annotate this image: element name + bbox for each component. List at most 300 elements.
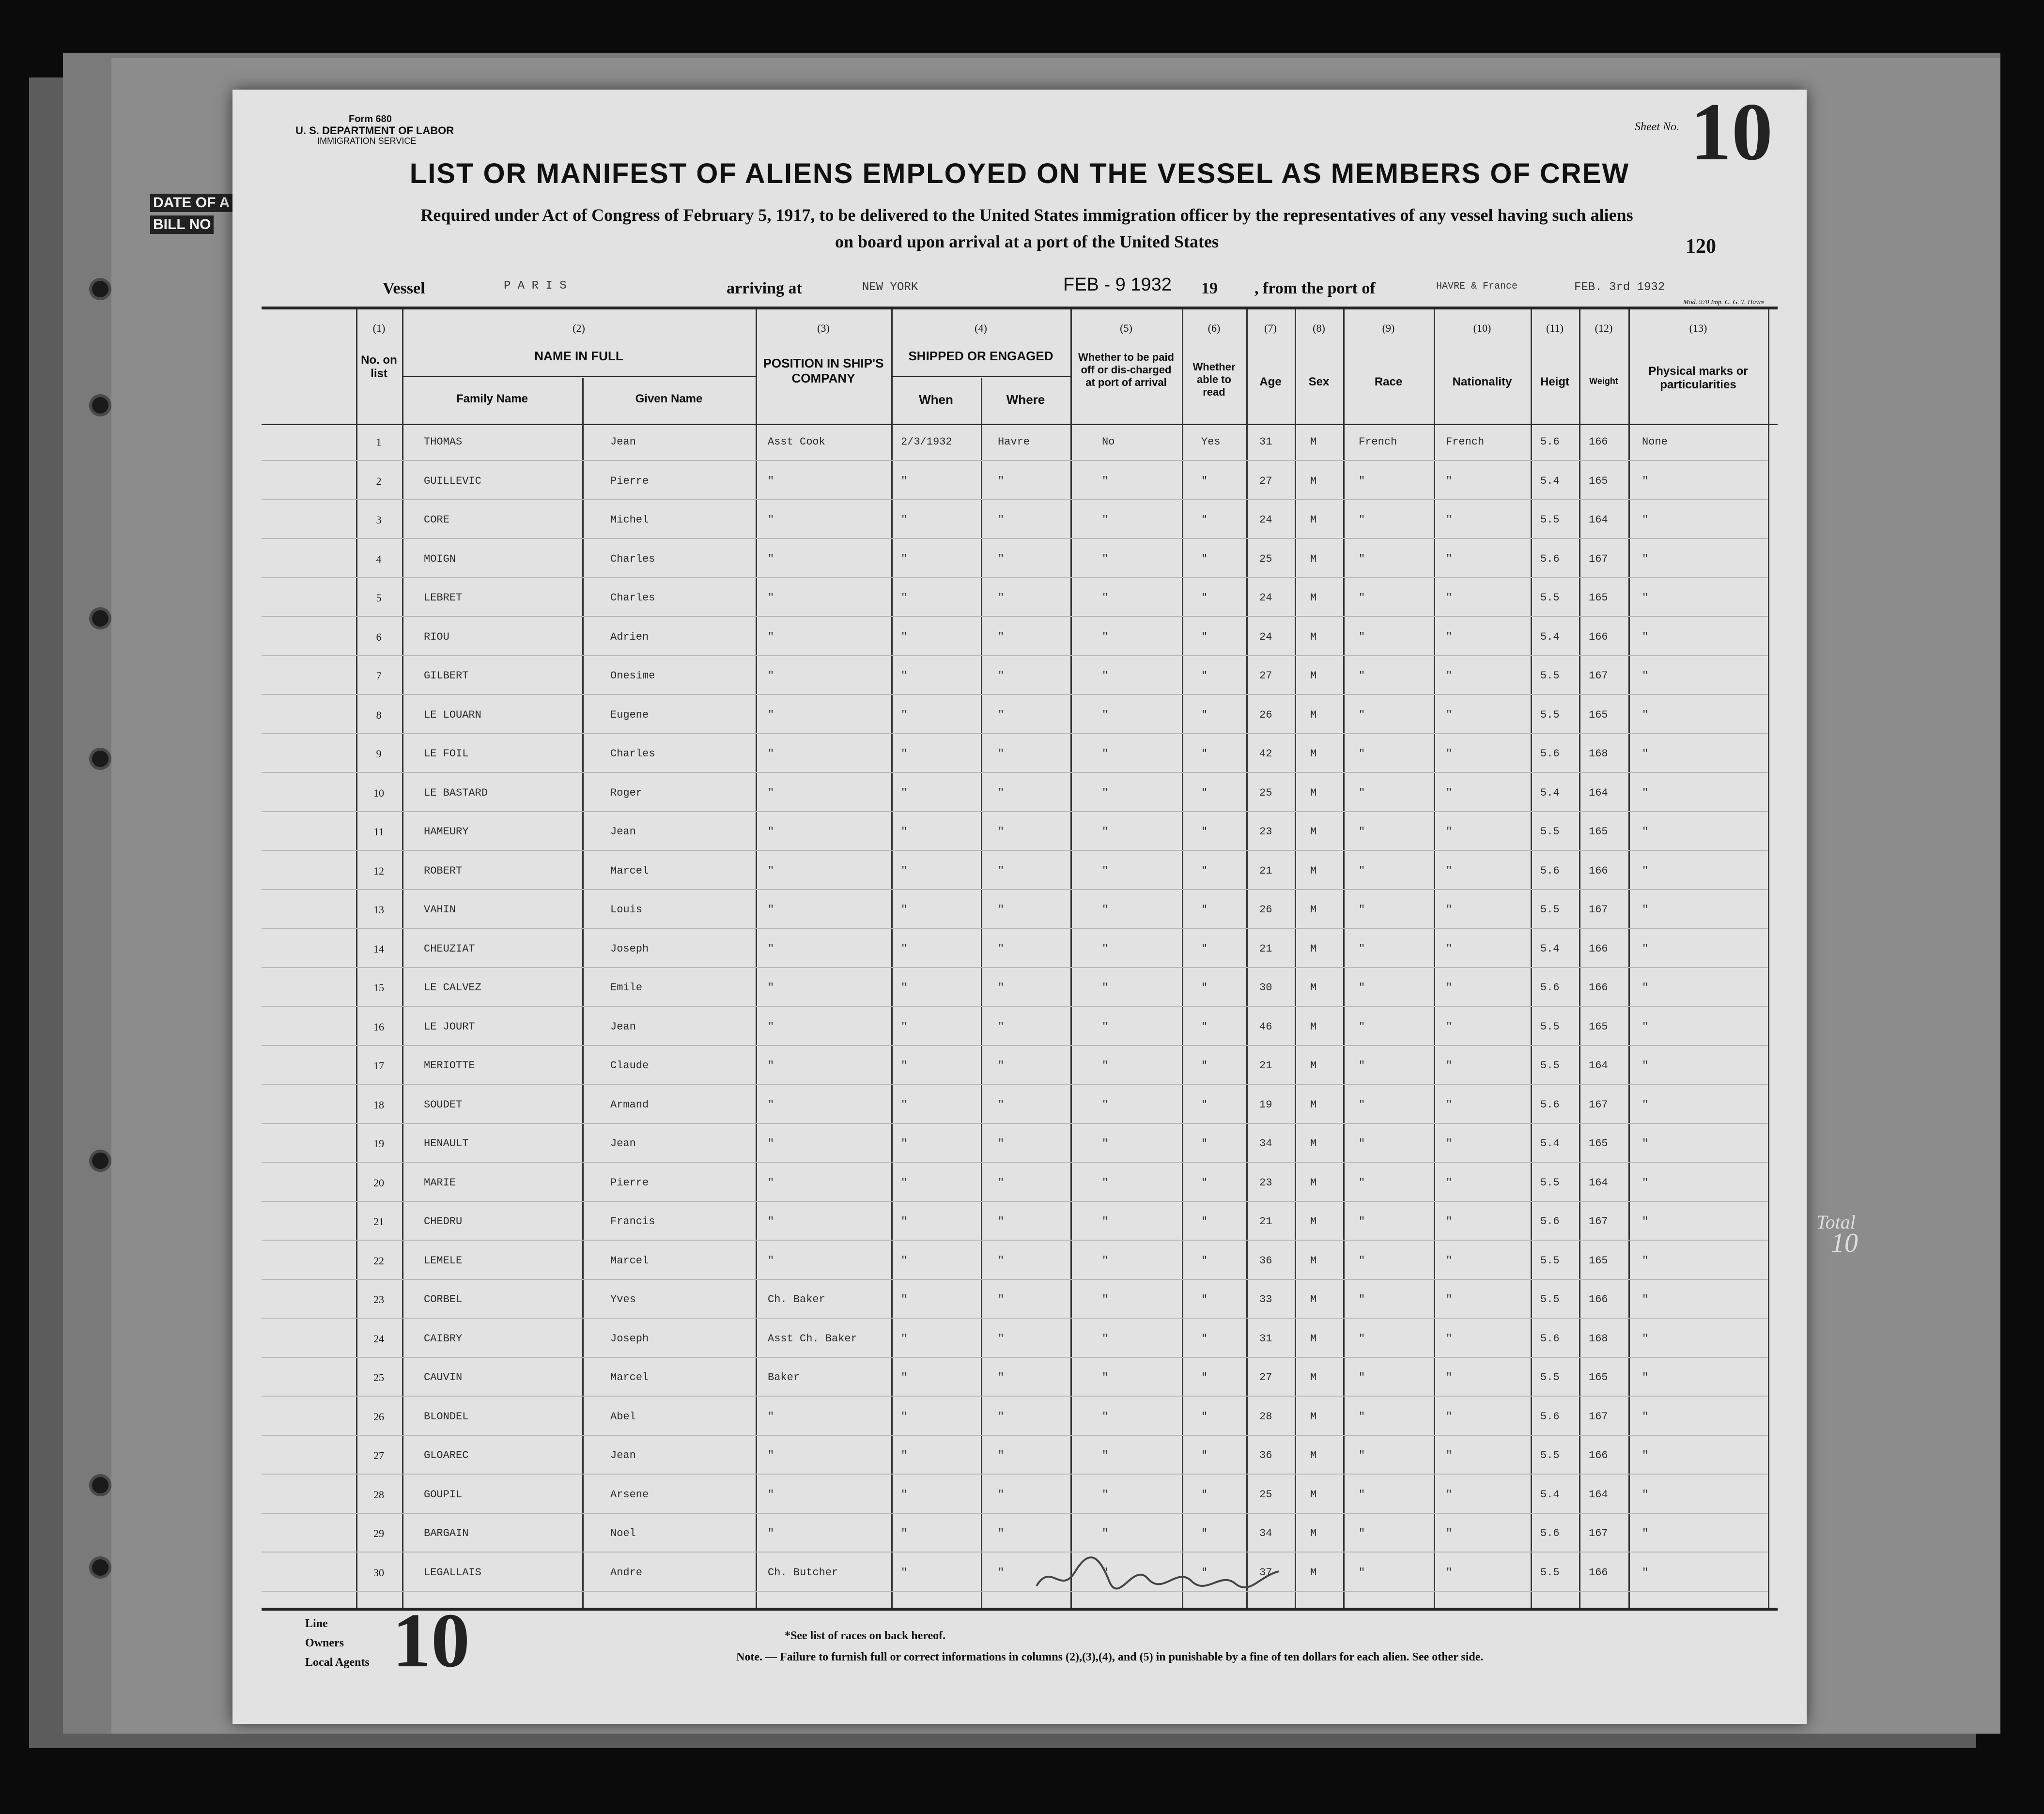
shipped-where-cell: " (998, 1060, 1005, 1072)
age-cell: 21 (1259, 1060, 1272, 1072)
shipped-when-cell: " (901, 1410, 908, 1423)
race-cell: " (1359, 1488, 1365, 1501)
row-number: 24 (373, 1332, 384, 1345)
paid-off-cell: " (1102, 514, 1109, 526)
weight-cell: 164 (1589, 786, 1608, 799)
given-name-cell: Charles (610, 553, 655, 565)
sex-cell: M (1310, 1449, 1317, 1461)
row-number: 2 (376, 475, 382, 487)
shipped-where-cell: " (998, 904, 1005, 916)
sex-cell: M (1310, 1020, 1317, 1033)
row-rule (262, 1084, 1768, 1085)
age-cell: 21 (1259, 864, 1272, 877)
sex-cell: M (1310, 630, 1317, 643)
shipped-where-cell: " (998, 592, 1005, 604)
physical-marks-cell: " (1642, 982, 1649, 994)
shipped-when-cell: " (901, 475, 908, 487)
age-cell: 27 (1259, 475, 1272, 487)
paid-off-cell: " (1102, 592, 1109, 604)
given-name-cell: Charles (610, 748, 655, 760)
family-name-cell: VAHIN (424, 904, 456, 916)
height-cell: 5.5 (1540, 708, 1560, 721)
race-cell: " (1359, 1371, 1365, 1384)
race-cell: " (1359, 514, 1365, 526)
shipped-where-cell: " (998, 826, 1005, 838)
column-rule (1434, 309, 1435, 1608)
position-cell: " (768, 1215, 774, 1228)
shipped-when-cell: 2/3/1932 (901, 436, 952, 448)
weight-cell: 165 (1589, 475, 1608, 487)
weight-cell: 166 (1589, 1566, 1608, 1579)
column-rule (1343, 309, 1345, 1608)
col-num-4: (4) (975, 322, 987, 334)
row-rule (262, 655, 1768, 656)
row-number: 10 (373, 786, 384, 799)
age-cell: 37 (1259, 1566, 1272, 1579)
position-cell: " (768, 1449, 774, 1461)
arrival-port: NEW YORK (862, 281, 918, 294)
header-position: POSITION IN SHIP'S COMPANY (763, 356, 884, 385)
header-weight: Weight (1589, 376, 1618, 386)
height-cell: 5.5 (1540, 1254, 1560, 1267)
race-cell: " (1359, 1138, 1365, 1150)
row-number: 30 (373, 1566, 384, 1579)
race-cell: " (1359, 1215, 1365, 1228)
physical-marks-cell: " (1642, 786, 1649, 799)
row-number: 18 (373, 1098, 384, 1111)
given-name-cell: Noel (610, 1527, 636, 1539)
physical-marks-cell: " (1642, 826, 1649, 838)
nationality-cell: French (1446, 436, 1485, 448)
given-name-cell: Jean (610, 1138, 636, 1150)
weight-cell: 166 (1589, 864, 1608, 877)
given-name-cell: Joseph (610, 1332, 649, 1345)
header-sex: Sex (1308, 375, 1330, 388)
row-rule (262, 1552, 1768, 1553)
shipped-where-cell: " (998, 1138, 1005, 1150)
weight-cell: 164 (1589, 1488, 1608, 1501)
nationality-cell: " (1446, 514, 1453, 526)
race-cell: " (1359, 1566, 1365, 1579)
margin-total-value: 10 (1831, 1228, 1858, 1258)
shipped-when-cell: " (901, 630, 908, 643)
family-name-cell: BARGAIN (424, 1527, 469, 1539)
shipped-where-cell: " (998, 1215, 1005, 1228)
shipped-where-cell: " (998, 1176, 1005, 1189)
shipped-when-cell: " (901, 1176, 908, 1189)
paid-off-cell: " (1102, 670, 1109, 682)
row-number: 29 (373, 1527, 384, 1539)
physical-marks-cell: " (1642, 1176, 1649, 1189)
shipped-where-cell: " (998, 1332, 1005, 1345)
family-name-cell: MARIE (424, 1176, 456, 1189)
shipped-when-cell: " (901, 553, 908, 565)
shipped-where-cell: " (998, 748, 1005, 760)
race-cell: " (1359, 1449, 1365, 1461)
able-to-read-cell: " (1201, 1215, 1208, 1228)
row-rule (262, 1045, 1768, 1046)
shipped-when-cell: " (901, 942, 908, 955)
race-cell: " (1359, 630, 1365, 643)
physical-marks-cell: " (1642, 1527, 1649, 1539)
race-cell: " (1359, 1098, 1365, 1111)
header-race: Race (1374, 375, 1403, 388)
shipped-where-cell: " (998, 708, 1005, 721)
weight-cell: 167 (1589, 1410, 1608, 1423)
row-number: 5 (376, 592, 382, 604)
position-cell: " (768, 1020, 774, 1033)
sex-cell: M (1310, 1060, 1317, 1072)
paid-off-cell: " (1102, 1254, 1109, 1267)
nationality-cell: " (1446, 592, 1453, 604)
row-rule (262, 1279, 1768, 1280)
shipped-where-cell: " (998, 1410, 1005, 1423)
height-cell: 5.6 (1540, 1215, 1560, 1228)
physical-marks-cell: " (1642, 553, 1649, 565)
age-cell: 28 (1259, 1410, 1272, 1423)
shipped-where-cell: " (998, 1488, 1005, 1501)
position-cell: " (768, 592, 774, 604)
family-name-cell: HAMEURY (424, 826, 469, 838)
weight-cell: 165 (1589, 1254, 1608, 1267)
weight-cell: 164 (1589, 514, 1608, 526)
physical-marks-cell: " (1642, 942, 1649, 955)
nationality-cell: " (1446, 1215, 1453, 1228)
weight-cell: 165 (1589, 592, 1608, 604)
weight-cell: 166 (1589, 436, 1608, 448)
row-number: 20 (373, 1176, 384, 1189)
binder-hole (92, 397, 108, 414)
family-name-cell: GILBERT (424, 670, 469, 682)
nationality-cell: " (1446, 748, 1453, 760)
race-cell: " (1359, 748, 1365, 760)
row-rule (262, 694, 1768, 695)
row-number: 12 (373, 864, 384, 877)
row-number: 17 (373, 1060, 384, 1072)
nationality-cell: " (1446, 1371, 1453, 1384)
height-cell: 5.6 (1540, 1410, 1560, 1423)
weight-cell: 165 (1589, 1371, 1608, 1384)
paid-off-cell: " (1102, 1293, 1109, 1306)
age-cell: 24 (1259, 514, 1272, 526)
nationality-cell: " (1446, 1410, 1453, 1423)
col-num-6: (6) (1208, 322, 1221, 334)
paid-off-cell: " (1102, 904, 1109, 916)
family-name-cell: LE JOURT (424, 1020, 475, 1033)
col-num-7: (7) (1264, 322, 1277, 334)
given-name-cell: Onesime (610, 670, 655, 682)
row-number: 23 (373, 1293, 384, 1306)
age-cell: 36 (1259, 1254, 1272, 1267)
age-cell: 21 (1259, 942, 1272, 955)
column-rule (582, 378, 584, 1608)
physical-marks-cell: " (1642, 1410, 1649, 1423)
position-cell: " (768, 475, 774, 487)
penalty-note: Note. — Failure to furnish full or correct informations in columns (2),(3),(4), and (5) in punishable by a fine of ten dollars for each alien. See other side. (736, 1651, 1484, 1663)
family-name-cell: LEGALLAIS (424, 1566, 481, 1579)
given-name-cell: Roger (610, 786, 643, 799)
weight-cell: 165 (1589, 708, 1608, 721)
sex-cell: M (1310, 592, 1317, 604)
shipped-where-cell: " (998, 864, 1005, 877)
weight-cell: 166 (1589, 942, 1608, 955)
able-to-read-cell: " (1201, 708, 1208, 721)
shipped-where-cell: " (998, 1527, 1005, 1539)
shipped-subheader-rule (891, 376, 1070, 377)
nationality-cell: " (1446, 1293, 1453, 1306)
header-family-name: Family Name (456, 392, 528, 405)
shipped-when-cell: " (901, 1371, 908, 1384)
col-num-2: (2) (573, 322, 585, 334)
shipped-when-cell: " (901, 1488, 908, 1501)
shipped-where-cell: " (998, 1449, 1005, 1461)
race-cell: " (1359, 553, 1365, 565)
shipped-when-cell: " (901, 1098, 908, 1111)
physical-marks-cell: " (1642, 1098, 1649, 1111)
given-name-cell: Marcel (610, 864, 649, 877)
height-cell: 5.5 (1540, 904, 1560, 916)
row-rule (262, 1591, 1768, 1592)
paid-off-cell: " (1102, 708, 1109, 721)
paid-off-cell: " (1102, 1098, 1109, 1111)
shipped-where-cell: " (998, 982, 1005, 994)
nationality-cell: " (1446, 630, 1453, 643)
column-rule (1628, 309, 1630, 1608)
sex-cell: M (1310, 942, 1317, 955)
able-to-read-cell: " (1201, 1020, 1208, 1033)
binder-hole (92, 751, 108, 767)
row-number: 6 (376, 630, 382, 643)
nationality-cell: " (1446, 1060, 1453, 1072)
shipped-when-cell: " (901, 1566, 908, 1579)
row-rule (262, 1396, 1768, 1397)
sex-cell: M (1310, 514, 1317, 526)
able-to-read-cell: " (1201, 475, 1208, 487)
row-rule (262, 460, 1768, 461)
family-name-cell: CHEDRU (424, 1215, 463, 1228)
table-bottom-rule (262, 1608, 1778, 1611)
family-name-cell: GUILLEVIC (424, 475, 481, 487)
nationality-cell: " (1446, 864, 1453, 877)
weight-cell: 167 (1589, 904, 1608, 916)
position-cell: " (768, 553, 774, 565)
family-name-cell: ROBERT (424, 864, 463, 877)
sex-cell: M (1310, 982, 1317, 994)
nationality-cell: " (1446, 1527, 1453, 1539)
shipped-when-cell: " (901, 708, 908, 721)
height-cell: 5.5 (1540, 1566, 1560, 1579)
given-name-cell: Andre (610, 1566, 643, 1579)
weight-cell: 166 (1589, 1449, 1608, 1461)
sex-cell: M (1310, 1410, 1317, 1423)
race-cell: " (1359, 592, 1365, 604)
position-cell: " (768, 1098, 774, 1111)
row-number: 3 (376, 514, 382, 526)
shipped-when-cell: " (901, 1020, 908, 1033)
age-cell: 31 (1259, 436, 1272, 448)
physical-marks-cell: " (1642, 630, 1649, 643)
sex-cell: M (1310, 1254, 1317, 1267)
paid-off-cell: " (1102, 475, 1109, 487)
nationality-cell: " (1446, 904, 1453, 916)
position-cell: " (768, 1488, 774, 1501)
shipped-where-cell: " (998, 630, 1005, 643)
races-footnote: *See list of races on back hereof. (785, 1630, 946, 1642)
column-rule (1768, 309, 1769, 1608)
col-num-11: (11) (1546, 322, 1564, 334)
physical-marks-cell: " (1642, 514, 1649, 526)
printer-note: Mod. 970 Imp. C. G. T. Havre (1683, 299, 1765, 306)
row-number: 14 (373, 942, 384, 955)
able-to-read-cell: Yes (1201, 436, 1221, 448)
position-cell: " (768, 670, 774, 682)
physical-marks-cell: " (1642, 1138, 1649, 1150)
shipped-when-cell: " (901, 1332, 908, 1345)
nationality-cell: " (1446, 1098, 1453, 1111)
shipped-when-cell: " (901, 592, 908, 604)
sex-cell: M (1310, 708, 1317, 721)
header-physical-marks: Physical marks or particularities (1648, 365, 1748, 391)
shipped-when-cell: " (901, 1215, 908, 1228)
row-rule (262, 850, 1768, 851)
age-cell: 23 (1259, 826, 1272, 838)
row-number: 19 (373, 1138, 384, 1150)
row-rule (262, 1240, 1768, 1241)
shipped-where-cell: " (998, 1566, 1005, 1579)
row-rule (262, 1318, 1768, 1319)
departure-date: FEB. 3rd 1932 (1574, 281, 1665, 294)
able-to-read-cell: " (1201, 1410, 1208, 1423)
nationality-cell: " (1446, 553, 1453, 565)
sex-cell: M (1310, 904, 1317, 916)
paid-off-cell: " (1102, 786, 1109, 799)
footer-number-stamp: 10 (392, 1597, 470, 1683)
position-cell: " (768, 1138, 774, 1150)
family-name-cell: GOUPIL (424, 1488, 463, 1501)
position-cell: " (768, 786, 774, 799)
family-name-cell: SOUDET (424, 1098, 463, 1111)
able-to-read-cell: " (1201, 1566, 1208, 1579)
shipped-when-cell: " (901, 748, 908, 760)
given-name-cell: Jean (610, 1020, 636, 1033)
race-cell: " (1359, 786, 1365, 799)
header-shipped-or-engaged: SHIPPED OR ENGAGED (908, 349, 1053, 363)
paid-off-cell: " (1102, 942, 1109, 955)
header-bottom-rule (262, 424, 1778, 425)
race-cell: " (1359, 1020, 1365, 1033)
row-rule (262, 889, 1768, 890)
shipped-where-cell: " (998, 786, 1005, 799)
paid-off-cell: " (1102, 1176, 1109, 1189)
row-rule (262, 1435, 1768, 1436)
sex-cell: M (1310, 1566, 1317, 1579)
subtitle-line-1: Required under Act of Congress of February 5, 1917, to be delivered to the United States immigration officer by the representatives of any vessel having such aliens (420, 205, 1633, 225)
weight-cell: 164 (1589, 1060, 1608, 1072)
physical-marks-cell: " (1642, 864, 1649, 877)
row-rule (262, 1513, 1768, 1514)
family-name-cell: LE FOIL (424, 748, 469, 760)
paid-off-cell: " (1102, 1488, 1109, 1501)
given-name-cell: Armand (610, 1098, 649, 1111)
position-cell: Ch. Butcher (768, 1566, 838, 1579)
header-paid-off: Whether to be paid off or dis-charged at port of arrival (1078, 351, 1174, 388)
vessel-label: Vessel (383, 279, 425, 297)
position-cell: Asst Cook (768, 436, 825, 448)
given-name-cell: Jean (610, 436, 636, 448)
row-number: 22 (373, 1254, 384, 1267)
able-to-read-cell: " (1201, 1098, 1208, 1111)
row-number: 4 (376, 553, 382, 565)
weight-cell: 165 (1589, 826, 1608, 838)
height-cell: 5.5 (1540, 1060, 1560, 1072)
physical-marks-cell: " (1642, 592, 1649, 604)
able-to-read-cell: " (1201, 982, 1208, 994)
column-rule (1295, 309, 1296, 1608)
paid-off-cell: " (1102, 1138, 1109, 1150)
physical-marks-cell: " (1642, 475, 1649, 487)
able-to-read-cell: " (1201, 748, 1208, 760)
height-cell: 5.5 (1540, 1293, 1560, 1306)
height-cell: 5.4 (1540, 475, 1560, 487)
column-rule (1070, 309, 1072, 1608)
family-name-cell: HENAULT (424, 1138, 469, 1150)
given-name-cell: Marcel (610, 1254, 649, 1267)
able-to-read-cell: " (1201, 1449, 1208, 1461)
row-rule (262, 772, 1768, 773)
row-rule (262, 499, 1768, 500)
able-to-read-cell: " (1201, 1527, 1208, 1539)
shipped-when-cell: " (901, 670, 908, 682)
physical-marks-cell: " (1642, 708, 1649, 721)
manifest-sheet (232, 86, 1807, 1724)
height-cell: 5.6 (1540, 1527, 1560, 1539)
sex-cell: M (1310, 1138, 1317, 1150)
height-cell: 5.5 (1540, 1371, 1560, 1384)
header-nationality: Nationality (1452, 375, 1512, 388)
shipped-where-cell: " (998, 514, 1005, 526)
physical-marks-cell: " (1642, 1060, 1649, 1072)
position-cell: " (768, 1527, 774, 1539)
weight-cell: 167 (1589, 1527, 1608, 1539)
physical-marks-cell: " (1642, 748, 1649, 760)
nationality-cell: " (1446, 1254, 1453, 1267)
year-prefix: 19 (1201, 279, 1218, 297)
family-name-cell: LE CALVEZ (424, 982, 481, 994)
height-cell: 5.5 (1540, 670, 1560, 682)
race-cell: French (1359, 436, 1397, 448)
header-when: When (919, 392, 953, 407)
col-num-5: (5) (1120, 322, 1132, 334)
sex-cell: M (1310, 1098, 1317, 1111)
physical-marks-cell: " (1642, 1488, 1649, 1501)
physical-marks-cell: " (1642, 1020, 1649, 1033)
race-cell: " (1359, 1176, 1365, 1189)
page-title: LIST OR MANIFEST OF ALIENS EMPLOYED ON THE VESSEL AS MEMBERS OF CREW (409, 158, 1630, 189)
nationality-cell: " (1446, 670, 1453, 682)
paid-off-cell: " (1102, 630, 1109, 643)
sex-cell: M (1310, 1527, 1317, 1539)
age-cell: 27 (1259, 1371, 1272, 1384)
shipped-when-cell: " (901, 904, 908, 916)
row-rule (262, 1201, 1768, 1202)
weight-cell: 168 (1589, 1332, 1608, 1345)
age-cell: 23 (1259, 1176, 1272, 1189)
able-to-read-cell: " (1201, 1293, 1208, 1306)
age-cell: 46 (1259, 1020, 1272, 1033)
given-name-cell: Pierre (610, 475, 649, 487)
nationality-cell: " (1446, 1020, 1453, 1033)
position-cell: " (768, 826, 774, 838)
